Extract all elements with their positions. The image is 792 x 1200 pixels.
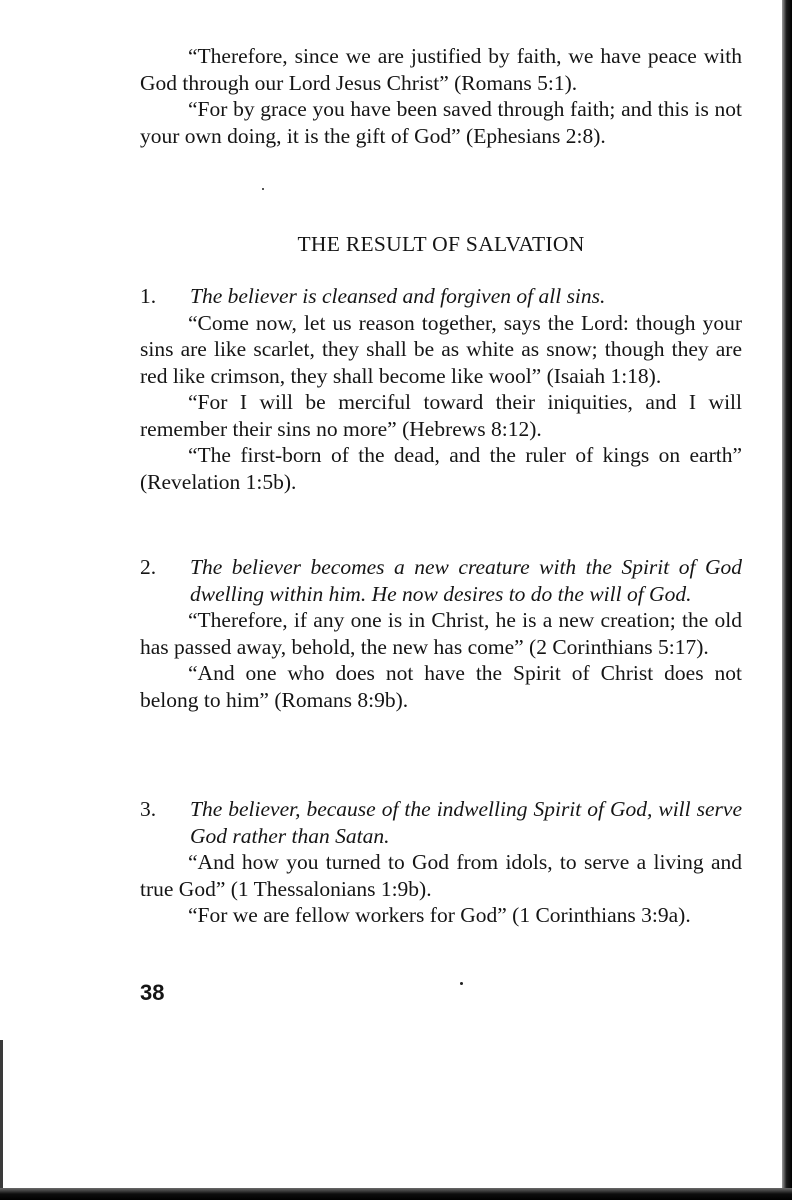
result-section-3 <box>140 796 742 929</box>
scripture-quote-romans-8-9b: “And one who does not have the Spirit of Christ does not belong to him” (Romans 8:9b). <box>140 661 742 712</box>
intro-block <box>140 43 742 149</box>
result-number-3: 3. <box>140 797 157 821</box>
section-heading: THE RESULT OF SALVATION <box>297 232 585 256</box>
scripture-quote-hebrews: “For I will be merciful toward their iniquities, and I will remember their sins no more” (Hebrews 8:12). <box>140 390 742 441</box>
result-section-1 <box>140 283 742 495</box>
scan-shadow-left <box>0 1040 3 1200</box>
scripture-quote-corinthians-5-17: “Therefore, if any one is in Christ, he is a new creation; the old has passed away, behold, the new has come” (2 Corinthians 5:17). <box>140 608 742 659</box>
scripture-quote-revelation: “The first-born of the dead, and the ruler of kings on earth” (Revelation 1:5b). <box>140 443 742 494</box>
result-section-2 <box>140 554 742 713</box>
result-statement-1 <box>140 283 742 310</box>
scan-speck <box>460 982 463 985</box>
result-text-2: The believer becomes a new creature with the Spirit of God dwelling within him. He now desires to do the will of God. <box>190 555 742 606</box>
scan-shadow-right <box>782 0 792 1200</box>
scan-shadow-bottom <box>0 1188 792 1200</box>
intro-paragraph-ephesians: “For by grace you have been saved through faith; and this is not your own doing, it is the gift of God” (Ephesians 2:8). <box>140 97 742 148</box>
result-statement-2 <box>140 554 742 607</box>
scripture-quote-thessalonians: “And how you turned to God from idols, to serve a living and true God” (1 Thessalonians 1:9b). <box>140 850 742 901</box>
result-text-1: The believer is cleansed and forgiven of all sins. <box>190 284 606 308</box>
scan-speck <box>262 188 264 190</box>
scripture-quote-isaiah: “Come now, let us reason together, says the Lord: though your sins are like scarlet, they shall be as white as snow; though they are red like crimson, they shall become like wool” (Isaiah 1:18). <box>140 310 742 388</box>
result-statement-3 <box>140 796 742 849</box>
result-number-2: 2. <box>140 555 157 579</box>
page-number: 38 <box>140 980 165 1005</box>
intro-paragraph-romans: “Therefore, since we are justified by faith, we have peace with God through our Lord Jesus Christ” (Romans 5:1). <box>140 44 742 95</box>
result-text-3: The believer, because of the indwelling Spirit of God, will serve God rather than Satan. <box>190 797 742 848</box>
result-number-1: 1. <box>140 284 157 308</box>
scripture-quote-corinthians-3-9a: “For we are fellow workers for God” (1 Corinthians 3:9a). <box>188 903 691 927</box>
